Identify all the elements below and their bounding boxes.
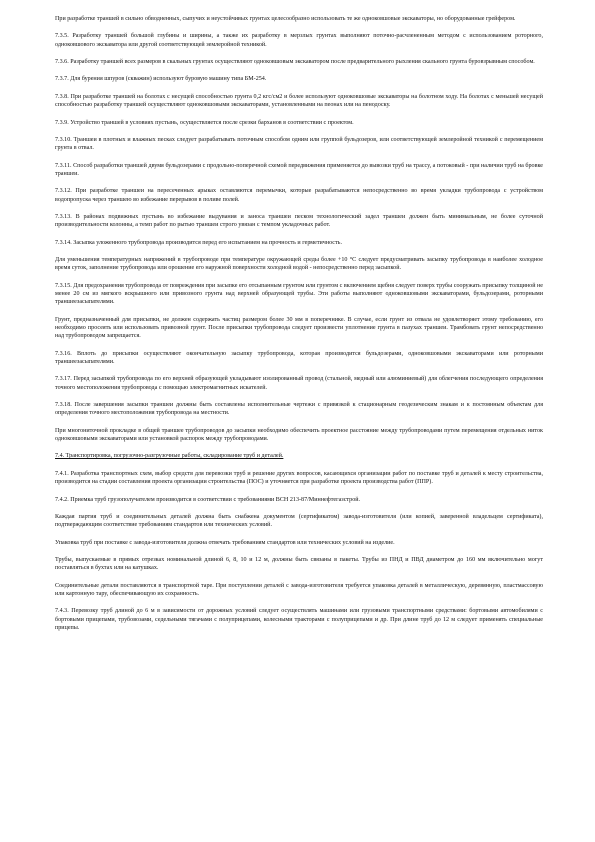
paragraph bbox=[55, 539, 543, 547]
paragraph bbox=[55, 32, 543, 49]
paragraph bbox=[55, 58, 543, 66]
paragraph bbox=[55, 350, 543, 367]
paragraph bbox=[55, 607, 543, 632]
paragraph bbox=[55, 256, 543, 273]
paragraph bbox=[55, 15, 543, 23]
paragraph-text: 7.3.14. Засыпка уложенного трубопровода производится перед его испытанием на прочность и герметичность. bbox=[55, 239, 342, 246]
paragraph-text: 7.4. Транспортировка, погрузочно-разгрузочные работы, складирование труб и деталей. bbox=[55, 453, 284, 460]
paragraph-text: 7.3.5. Разработку траншей большой глубины и ширины, а также их разработку в мерзлых грунтах выполняют поточно-расчлененным методом с использованием роторного, одноковшового экскаватора или другой соответствующей землеройной техникой. bbox=[55, 33, 543, 48]
paragraph bbox=[55, 136, 543, 153]
paragraph bbox=[55, 162, 543, 179]
paragraph-text: 7.4.1. Разработка транспортных схем, выбор средств для перевозки труб и решение других вопросов, касающихся организации работ по поставке труб и деталей к месту строительства, производится на стадии составления проекта организации строительства (ПОС) и уточняется при разработке проекта производства работ (ППР). bbox=[55, 470, 543, 486]
paragraph-text: 7.3.17. Перед засыпкой трубопровода по его верхней образующей укладывают изолированный провод (стальной, медный или алюминиевый) для облегчения последующего определения точного местоположения трубопровода с помощью электромагнитных искателей. bbox=[55, 376, 543, 391]
paragraph bbox=[55, 496, 543, 504]
paragraph bbox=[55, 93, 543, 110]
paragraph-text: Для уменьшения температурных напряжений в трубопроводе при температуре окружающей среды более +10 °С следует предусматривать засыпку трубопровода в наиболее холодное время суток, заполнение трубопровода или орошение его наружной поверхности холодной водой - непосредственно перед засыпкой. bbox=[55, 257, 543, 272]
paragraph-text: При разработке траншей в сильно обводненных, сыпучих и неустойчивых грунтах целесообразно использовать те же одноковшовые экскаваторы, но оборудованные грейфером. bbox=[55, 16, 516, 22]
paragraph-text: При многониточной прокладке в общей траншее трубопроводов до засыпки необходимо обеспечить проектное расстояние между трубопроводами путем перемещения отдельных ниток одноковшовыми экскаваторами или установкой распорок между трубопроводами. bbox=[55, 427, 543, 443]
paragraph-text: Упаковка труб при поставке с завода-изготовителя должна отвечать требованиям стандартов или технических условий на изделие. bbox=[55, 539, 395, 546]
paragraph bbox=[55, 213, 543, 230]
paragraph bbox=[55, 282, 543, 307]
paragraph-text: 7.3.18. После завершения засыпки траншеи должны быть составлены исполнительные чертежи с привязкой к стационарным геодезическим знакам и к постоянным объектам для определения точного местоположения трубопровода на местности. bbox=[55, 402, 543, 417]
paragraph bbox=[55, 452, 543, 460]
paragraph bbox=[55, 316, 543, 341]
paragraph-text: 7.3.10. Траншеи в плотных и влажных песках следует разрабатывать поточным способом одним или группой бульдозеров, или соответствующей землеройной техникой с перемещением грунта в отвал. bbox=[55, 136, 543, 152]
paragraph-text: 7.4.2. Приемка труб грузополучателем производится в соответствии с требованиями ВСН 213-87/Миннефтегазстрой. bbox=[55, 496, 361, 503]
paragraph bbox=[55, 513, 543, 530]
paragraph-text: 7.3.9. Устройство траншей в условиях пустынь, осуществляется после срезки барханов в соответствии с проектом. bbox=[55, 119, 354, 126]
paragraph-text: 7.3.12. При разработке траншеи на пересеченных арыках оставляются перемычки, которые разрабатываются непосредственно во время укладки трубопровода с устройством водопропуска через траншею во избежание перерывов в поливе полей. bbox=[55, 188, 543, 203]
paragraph-text: 7.3.15. Для предохранения трубопровода от повреждения при засыпке его отсыпанным грунтом или грунтом с включением щебня следует поверх трубы сооружать присыпку толщиной не менее 20 см из мягкого вскрышного или привозного грунта над верхней образующей трубы. Эти работы выполняют одноковшовыми экскаваторами, бульдозерами, роторными траншеезасыпателями. bbox=[55, 282, 543, 306]
paragraph-text: 7.3.8. При разработке траншей на болотах с несущей способностью грунта 0,2 кгс/см2 и более используют одноковшовые экскаваторы на болотном ходу. На болотах с меньшей несущей способностью разработку траншей осуществляют одноковшовыми экскаваторами, установленными на пеонах или на пенодоску. bbox=[55, 93, 543, 109]
paragraph bbox=[55, 401, 543, 418]
paragraph bbox=[55, 427, 543, 444]
paragraph-text: Соединительные детали поставляются в транспортной таре. При поступлении деталей с завода-изготовителя требуется упаковка деталей в металлическую, деревянную, пластмассовую или картонную тару, обеспечивающую их сохранность. bbox=[55, 582, 543, 598]
paragraph-text: 7.3.7. Для бурения шпуров (скважин) используют буровую машину типа БМ-254. bbox=[55, 76, 267, 83]
paragraph bbox=[55, 470, 543, 487]
document-body bbox=[55, 15, 543, 641]
paragraph bbox=[55, 582, 543, 599]
paragraph-text: 7.4.3. Перевозку труб длиной до 6 м в зависимости от дорожных условий следует осуществлять машинами или грузовыми транспортными средствами: бортовыми автомобилями с бортовыми прицепами, трубовозами, седельными тягачами с полуприцепами, колесными тракторами с полуприцепами и др. При длине труб до 12 м следует применять специальные прицепы. bbox=[55, 608, 543, 631]
paragraph bbox=[55, 75, 543, 83]
paragraph-text: Грунт, предназначенный для присыпки, не должен содержать частиц размером более 30 мм в поперечнике. В случае, если грунт из отвала не удовлетворяет этому требованию, его необходимо просеять или использовать привозной грунт. После присыпки трубопровода следует произвести уплотнение грунта в пазухах траншеи. Трамбовать грунт непосредственно над трубопроводом запрещается. bbox=[55, 316, 543, 340]
paragraph bbox=[55, 239, 543, 247]
paragraph-text: 7.3.16. Вплоть до присыпки осуществляют окончательную засыпку трубопровода, которая производится бульдозерами, одноковшовыми экскаваторами или роторными траншеезасыпателями. bbox=[55, 350, 543, 366]
paragraph-text: 7.3.13. В районах подвижных пустынь во избежание выдувания и заноса траншеи песком технологический задел траншеи должен быть минимальным, не более суточной производительности колонны, а темп работ по рытью траншеи строго увязан с темпом укладочных работ. bbox=[55, 214, 543, 229]
paragraph-text: 7.3.6. Разработку траншей всех размеров в скальных грунтах осуществляют одноковшовым экскаватором после предварительного рыхления скального грунта буровзрывным способом. bbox=[55, 59, 535, 66]
paragraph bbox=[55, 556, 543, 573]
paragraph-text: 7.3.11. Способ разработки траншей двумя бульдозерами с продольно-поперечной схемой передвижения применяется до вывозки труб на трассу, а потоковый - при наличии труб на бровке траншеи. bbox=[55, 162, 543, 177]
paragraph bbox=[55, 119, 543, 127]
paragraph bbox=[55, 375, 543, 392]
paragraph-text: Каждая партия труб и соединительных деталей должна быть снабжена документом (сертификатом) завода-изготовителя (или копией, заверенной владельцем сертификата), подтверждающим соответствие требованиям стандартов или технических условий. bbox=[55, 513, 543, 529]
paragraph bbox=[55, 187, 543, 204]
paragraph-text: Трубы, выпускаемые в прямых отрезках номинальной длиной 6, 8, 10 и 12 м, должны быть связаны в пакеты. Трубы из ПНД и ПВД диаметром до 160 мм включительно могут поставляться в бухтах или на катушках. bbox=[55, 557, 543, 572]
